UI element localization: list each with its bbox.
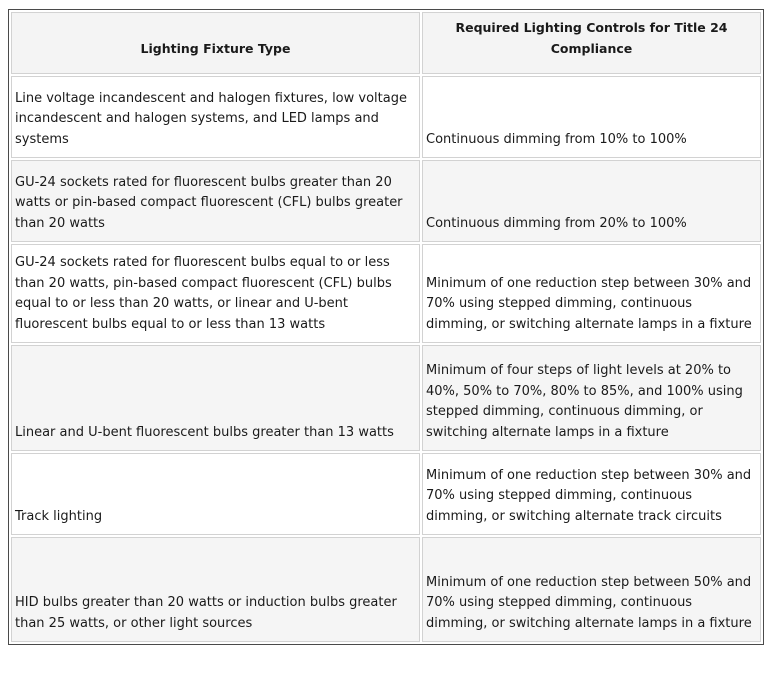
controls-cell: Continuous dimming from 20% to 100% bbox=[422, 160, 761, 242]
table-row bbox=[11, 453, 761, 535]
table-row bbox=[11, 244, 761, 343]
table-body bbox=[11, 76, 761, 642]
table-row bbox=[11, 76, 761, 158]
header-fixture-type: Lighting Fixture Type bbox=[11, 12, 420, 74]
table-row bbox=[11, 537, 761, 642]
fixture-cell: Track lighting bbox=[11, 453, 420, 535]
controls-cell: Continuous dimming from 10% to 100% bbox=[422, 76, 761, 158]
fixture-cell: HID bulbs greater than 20 watts or induction bulbs greater than 25 watts, or other light sources bbox=[11, 537, 420, 642]
table-row bbox=[11, 345, 761, 451]
header-required-controls: Required Lighting Controls for Title 24 Compliance bbox=[422, 12, 761, 74]
controls-cell: Minimum of one reduction step between 30% and 70% using stepped dimming, continuous dimming, or switching alternate track circuits bbox=[422, 453, 761, 535]
lighting-controls-table bbox=[8, 9, 764, 645]
controls-cell: Minimum of one reduction step between 50% and 70% using stepped dimming, continuous dimming, or switching alternate lamps in a fixture bbox=[422, 537, 761, 642]
controls-cell: Minimum of one reduction step between 30% and 70% using stepped dimming, continuous dimming, or switching alternate lamps in a fixture bbox=[422, 244, 761, 343]
controls-cell: Minimum of four steps of light levels at 20% to 40%, 50% to 70%, 80% to 85%, and 100% using stepped dimming, continuous dimming, or switching alternate lamps in a fixture bbox=[422, 345, 761, 451]
fixture-cell: GU-24 sockets rated for fluorescent bulbs equal to or less than 20 watts, pin-based compact fluorescent (CFL) bulbs equal to or less than 20 watts, or linear and U-bent fluorescent bulbs equal to or less than 13 watts bbox=[11, 244, 420, 343]
header-row bbox=[11, 12, 761, 74]
table bbox=[9, 10, 763, 644]
fixture-cell: Linear and U-bent fluorescent bulbs greater than 13 watts bbox=[11, 345, 420, 451]
table-header bbox=[11, 12, 761, 74]
fixture-cell: Line voltage incandescent and halogen fixtures, low voltage incandescent and halogen systems, and LED lamps and systems bbox=[11, 76, 420, 158]
fixture-cell: GU-24 sockets rated for fluorescent bulbs greater than 20 watts or pin-based compact fluorescent (CFL) bulbs greater than 20 watts bbox=[11, 160, 420, 242]
table-row bbox=[11, 160, 761, 242]
